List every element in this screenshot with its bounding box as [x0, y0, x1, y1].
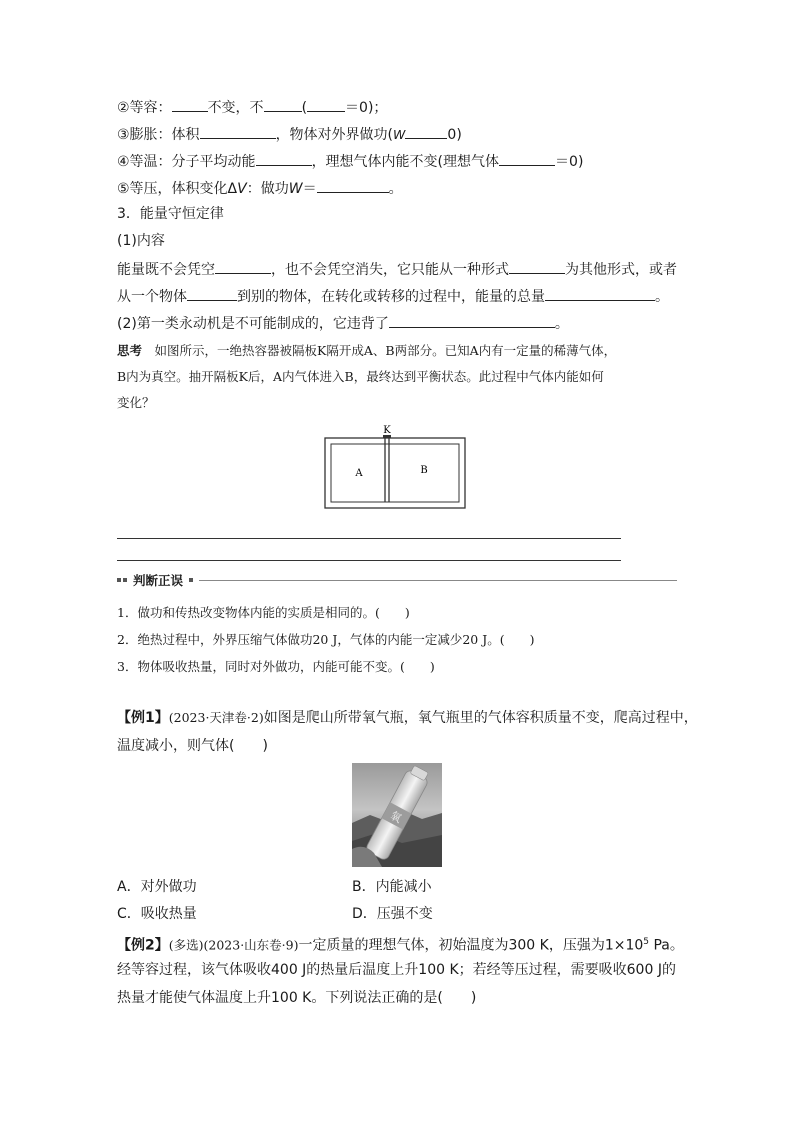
- answer-blank[interactable]: [317, 178, 389, 193]
- answer-blank[interactable]: [509, 259, 565, 274]
- answer-line[interactable]: [117, 538, 621, 539]
- answer-blank[interactable]: [256, 151, 312, 166]
- oxygen-bottle-photo: [352, 763, 442, 867]
- energy-content-line-2: 从一个物体 到别的物体，在转化或转移的过程中，能量的总量 。: [117, 286, 669, 306]
- think-line-3: 变化？: [117, 395, 155, 410]
- answer-blank[interactable]: [187, 286, 237, 301]
- label-k: K: [383, 425, 391, 436]
- insulated-container-figure: [320, 422, 470, 514]
- answer-blank[interactable]: [172, 97, 208, 112]
- option-c[interactable]: C．吸收热量: [117, 906, 197, 922]
- answer-blank[interactable]: [264, 97, 302, 112]
- container-inner-wall: [331, 444, 459, 502]
- judge-item-3: 3．物体吸收热量，同时对外做功，内能可能不变。( ): [117, 659, 435, 674]
- option-d[interactable]: D．压强不变: [352, 906, 433, 922]
- judge-section-header: 判断正误: [117, 571, 677, 589]
- think-line-2: B内为真空。抽开隔板K后，A内气体进入B，最终达到平衡状态。此过程中气体内能如何: [117, 369, 604, 384]
- isothermal-line: ④等温：分子平均动能 ，理想气体内能不变(理想气体 ＝0): [117, 151, 583, 171]
- subsection-content: (1)内容: [117, 233, 165, 249]
- answer-blank[interactable]: [200, 124, 276, 139]
- example-1-line-2: 温度减小，则气体( ): [117, 738, 268, 754]
- answer-blank[interactable]: [307, 97, 345, 112]
- perpetual-motion-line: (2)第一类永动机是不可能制成的，它违背了 。: [117, 313, 569, 333]
- answer-blank[interactable]: [405, 124, 447, 139]
- option-a[interactable]: A．对外做功: [117, 879, 197, 895]
- section-title: 3．能量守恒定律: [117, 206, 224, 222]
- energy-content-line-1: 能量既不会凭空 ，也不会凭空消失，它只能从一种形式 为其他形式，或者: [117, 259, 677, 279]
- isobaric-line: ⑤等压，体积变化ΔV：做功W＝ 。: [117, 178, 403, 198]
- label-a: A: [355, 468, 363, 479]
- answer-blank[interactable]: [389, 313, 555, 328]
- isochoric-line: ②等容： 不变，不 ( ＝0)；: [117, 97, 387, 117]
- container-outer-wall: [325, 438, 465, 508]
- example-2-line-1: 【例2】(多选)(2023·山东卷·9)一定质量的理想气体，初始温度为300 K，压强为$1\times 10^5$ Pa。: [117, 937, 684, 954]
- example-1-line-1: 【例1】(2023·天津卷·2)如图是爬山所带氧气瓶，氧气瓶里的气体容积质量不变，爬高过程中，: [117, 710, 698, 726]
- label-b: B: [420, 465, 428, 476]
- option-b[interactable]: B．内能减小: [352, 879, 432, 895]
- think-line-1: 思考 如图所示，一绝热容器被隔板K隔开成A、B两部分。已知A内有一定量的稀薄气体，: [117, 343, 617, 358]
- expansion-line: ③膨胀：体积 ，物体对外界做功(W 0): [117, 124, 462, 144]
- example-2-line-3: 热量才能使气体温度上升100 K。下列说法正确的是( ): [117, 990, 477, 1006]
- judge-item-2: 2．绝热过程中，外界压缩气体做功20 J，气体的内能一定减少20 J。( ): [117, 632, 535, 647]
- example-2-line-2: 经等容过程，该气体吸收400 J的热量后温度上升100 K；若经等压过程，需要吸收600 J的: [117, 962, 676, 978]
- answer-blank[interactable]: [499, 151, 555, 166]
- answer-line[interactable]: [117, 560, 621, 561]
- svg-text:氧: 氧: [387, 808, 404, 826]
- judge-item-1: 1．做功和传热改变物体内能的实质是相同的。( ): [117, 605, 410, 620]
- answer-blank[interactable]: [545, 286, 655, 301]
- answer-blank[interactable]: [215, 259, 271, 274]
